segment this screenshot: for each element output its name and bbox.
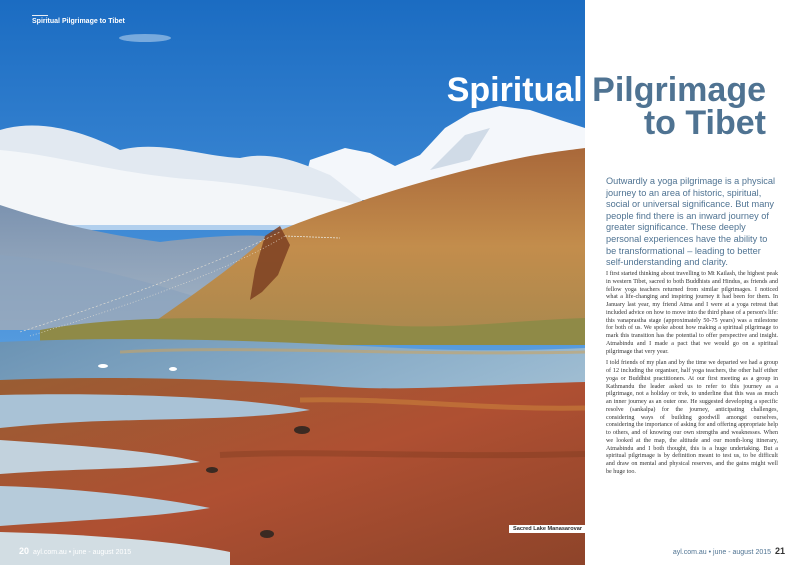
article-body — [606, 271, 778, 481]
kicker-rule — [32, 15, 48, 16]
page-number-right: 21 — [774, 546, 785, 556]
body-paragraph: I told friends of my plan and by the time we departed we had a group of 12 including the organiser, half yoga teachers, the other half either yoga or Buddhist practitioners. At our first meeting as a group in Kathmandu the leader asked us to refer to this journey as a pilgrimage, not a holiday or trek, to underline that this was as much an inner journey as an outer one. He suggested developing a specific resolve (sankalpa) for the journey, anticipating challenges, considering ways of building goodwill amongst ourselves, considering the importance of asking for and offering appropriate help to others, and of knowing our own strengths and weaknesses. When we looked at the map, the altitude and our month-long itinerary, Atmabindu and I both thought, this is a huge undertaking. But a spiritual pilgrimage is by definition meant to test us, to be difficult and draw on mental and physical reserves, and the gains might well be huge too. — [606, 360, 778, 475]
folio-right — [673, 546, 785, 556]
title-word-spiritual: Spiritual — [446, 71, 593, 109]
photo-caption: Sacred Lake Manasarovar — [509, 525, 586, 533]
title-line-2: to Tibet — [643, 104, 766, 142]
standfirst: Outwardly a yoga pilgrimage is a physical journey to an area of historic, spiritual, social or universal significance. But many people find there is an inward journey of greater significance. These deeply personal experiences have the ability to be transformational – leading to better self-understanding and clarity. — [606, 176, 776, 268]
title-word-pilgrimage: Pilgrimage — [592, 71, 766, 109]
page-number-left: 20 — [19, 546, 30, 556]
title-line-1 — [446, 71, 766, 109]
footer-left-text: ayl.com.au • june - august 2015 — [32, 549, 132, 556]
article-title — [446, 71, 766, 142]
section-kicker: Spiritual Pilgrimage to Tibet — [32, 18, 125, 25]
footer-right-text: ayl.com.au • june - august 2015 — [672, 549, 772, 556]
folio-left — [19, 546, 131, 556]
body-paragraph: I first started thinking about travelling to Mt Kailash, the highest peak in western Tibet, sacred to both Buddhists and Hindus, as friends and fellow yoga teachers returned from similar pilgrimages. I noticed what a life-changing and inspiring journey it had been for them. In January last year, my friend Atma and I were at a yoga retreat that included advice on how to move into the third phase of a person's life: this vanaprastha stage (approximately 50-75 years) was a milestone for both of us. We spoke about how making a spiritual pilgrimage to mark this transition has the potential to offer perspective and insight. Atmabindu and I made a pact that we would go on a spiritual pilgrimage that very year. — [606, 271, 778, 355]
